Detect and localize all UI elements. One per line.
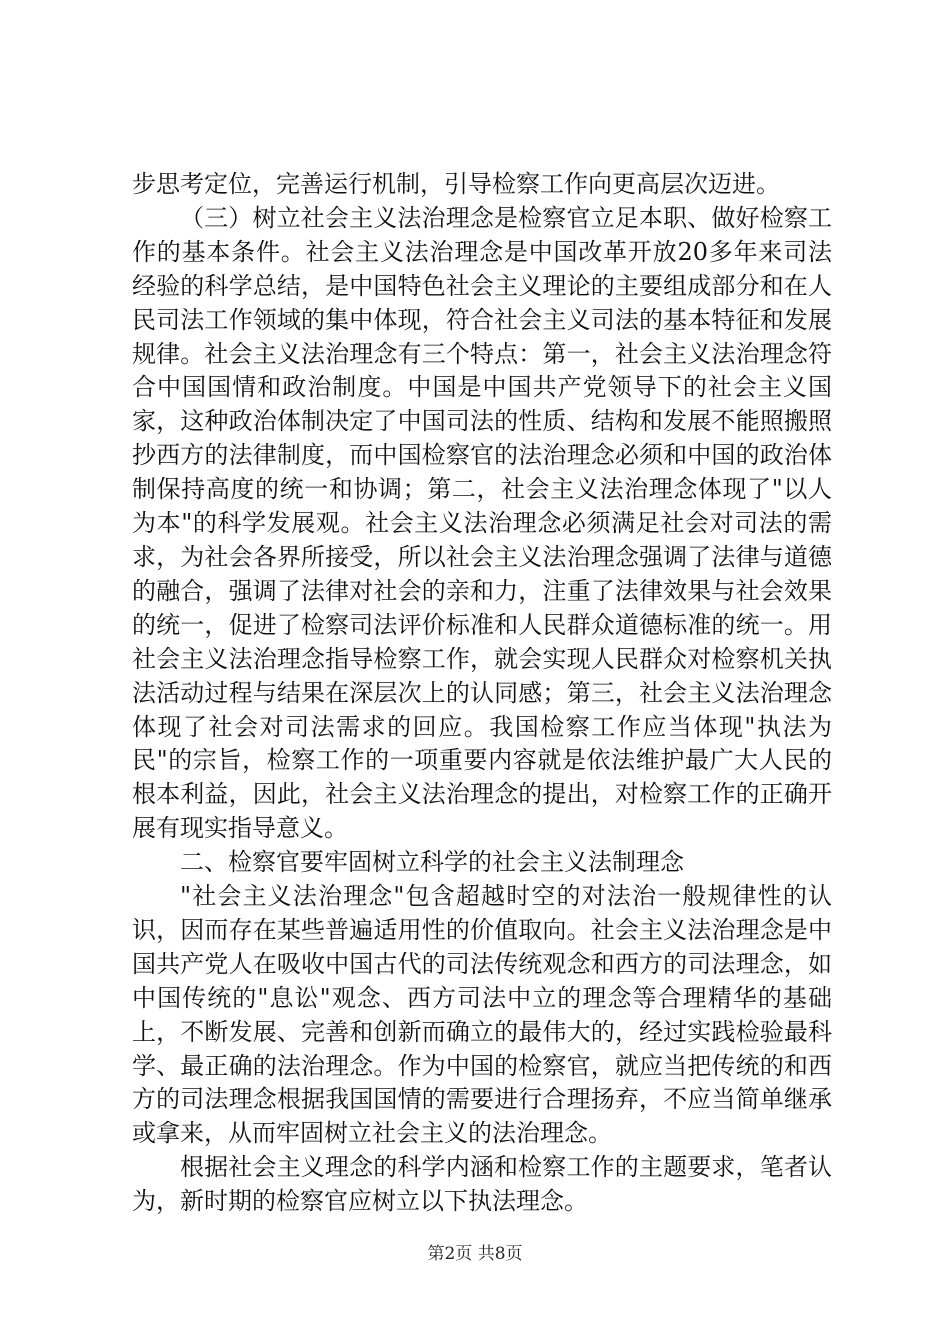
page-footer [0, 1243, 950, 1265]
paragraph-continuation: 步思考定位，完善运行机制，引导检察工作向更高层次迈进。 [132, 170, 780, 198]
section-heading-two: 二、检察官要牢固树立科学的社会主义法制理念 [180, 848, 684, 877]
paragraph-rule-of-law-concept: "社会主义法治理念"包含超越时空的对法治一般规律性的认识，因而存在某些普遍适用性的价值取向。社会主义法治理念是中国共产党人在吸收中国古代的司法传统观念和西方的司法理念，如中国传统的"息讼"观念、西方司法中立的理念等合理精华的基础上，不断发展、完善和创新而确立的最伟大的，经过实践检验最科学、最正确的法治理念。作为中国的检察官，就应当把传统的和西方的司法理念根据我国国情的需要进行合理扬弃，不应当简单继承或拿来，从而牢固树立社会主义的法治理念。 [132, 882, 832, 1148]
paragraph-conclusion: 根据社会主义理念的科学内涵和检察工作的主题要求，笔者认为，新时期的检察官应树立以下执法理念。 [132, 1153, 832, 1216]
page-number: 第2页 共8页 [427, 1244, 523, 1264]
paragraph-section-three: （三）树立社会主义法治理念是检察官立足本职、做好检察工作的基本条件。社会主义法治理念是中国改革开放20多年来司法经验的科学总结，是中国特色社会主义理论的主要组成部分和在人民司法工作领域的集中体现，符合社会主义司法的基本特征和发展规律。社会主义法治理念有三个特点：第一，社会主义法治理念符合中国国情和政治制度。中国是中国共产党领导下的社会主义国家，这种政治体制决定了中国司法的性质、结构和发展不能照搬照抄西方的法律制度，而中国检察官的法治理念必须和中国的政治体制保持高度的统一和协调；第二，社会主义法治理念体现了"以人为本"的科学发展观。社会主义法治理念必须满足社会对司法的需求，为社会各界所接受，所以社会主义法治理念强调了法律与道德的融合，强调了法律对社会的亲和力，注重了法律效果与社会效果的统一，促进了检察司法评价标准和人民群众道德标准的统一。用社会主义法治理念指导检察工作，就会实现人民群众对检察机关执法活动过程与结果在深层次上的认同感；第三，社会主义法治理念体现了社会对司法需求的回应。我国检察工作应当体现"执法为民"的宗旨，检察工作的一项重要内容就是依法维护最广大人民的根本利益，因此，社会主义法治理念的提出，对检察工作的正确开展有现实指导意义。 [132, 203, 832, 843]
document-body [132, 168, 832, 1219]
